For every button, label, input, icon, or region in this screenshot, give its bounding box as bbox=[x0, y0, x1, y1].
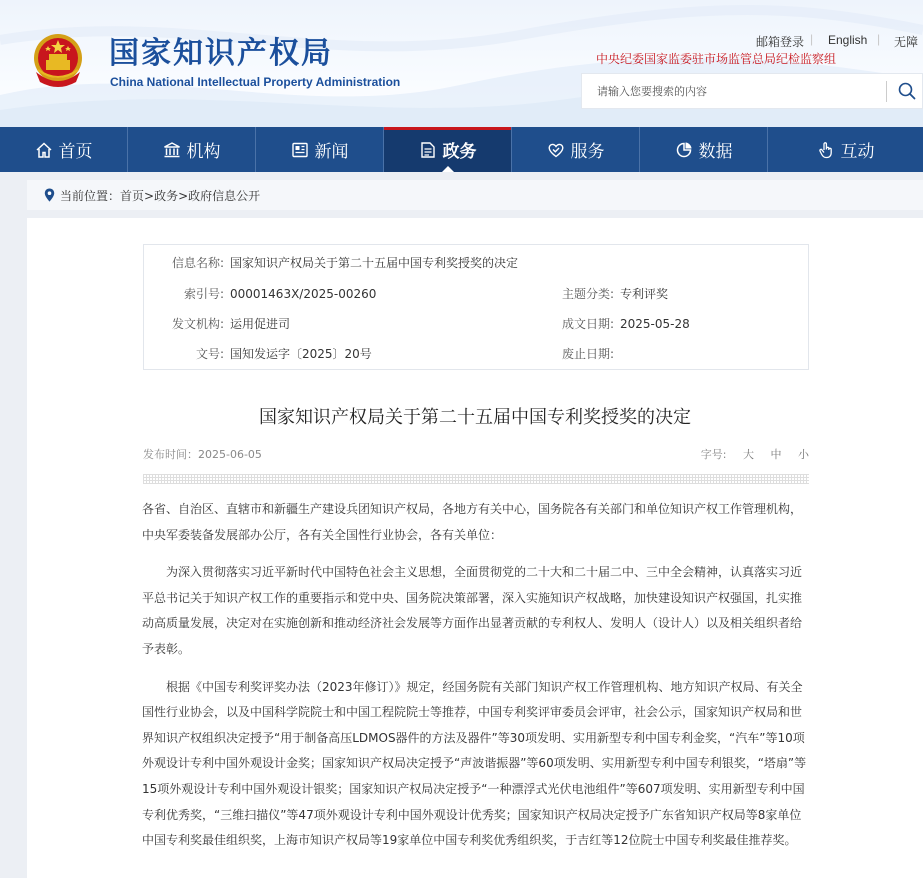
breadcrumb-path[interactable]: 首页>政务>政府信息公开 bbox=[120, 188, 261, 203]
nav-item-home[interactable] bbox=[0, 127, 128, 172]
nav-label: 政务 bbox=[442, 142, 477, 162]
search-input[interactable] bbox=[582, 74, 882, 108]
national-emblem-icon bbox=[30, 32, 86, 90]
home-icon bbox=[35, 141, 53, 159]
article-meta bbox=[143, 445, 809, 465]
info-org-label: 发文机构: bbox=[171, 317, 224, 331]
info-docno-label: 文号: bbox=[195, 347, 224, 361]
search-divider bbox=[886, 81, 887, 102]
article-container bbox=[27, 218, 923, 878]
mail-login-link[interactable]: 邮箱登录 bbox=[756, 35, 805, 49]
article-title: 国家知识产权局关于第二十五届中国专利奖授奖的决定 bbox=[259, 407, 691, 428]
info-date-value: 2025-05-28 bbox=[620, 317, 690, 331]
info-row-name bbox=[144, 253, 810, 273]
pie-chart-icon bbox=[675, 141, 693, 159]
search-button[interactable] bbox=[890, 74, 923, 108]
accessibility-link[interactable]: 无障 bbox=[894, 35, 919, 49]
info-index-label: 索引号: bbox=[183, 287, 224, 301]
nav-label: 机构 bbox=[186, 142, 221, 162]
nav-item-news[interactable] bbox=[256, 127, 384, 172]
link-divider: | bbox=[877, 32, 881, 46]
article-body bbox=[142, 497, 808, 866]
government-affairs-icon bbox=[419, 141, 437, 159]
nav-label: 首页 bbox=[58, 142, 93, 162]
info-org-value: 运用促进司 bbox=[230, 317, 291, 331]
discipline-inspection-link[interactable]: 中央纪委国家监委驻市场监管总局纪检监察组 bbox=[596, 52, 837, 66]
info-row-org bbox=[144, 314, 810, 334]
news-icon bbox=[291, 141, 309, 159]
font-size-label: 字号: bbox=[700, 448, 727, 461]
info-topic-value: 专利评奖 bbox=[620, 287, 669, 301]
hand-pointer-icon bbox=[817, 141, 835, 159]
publish-date: 2025-06-05 bbox=[198, 448, 262, 461]
info-row-docno bbox=[144, 344, 810, 364]
search-icon bbox=[898, 82, 916, 100]
site-logo-english[interactable]: China National Intellectual Property Administration bbox=[110, 75, 401, 89]
info-date-label: 成文日期: bbox=[561, 317, 614, 331]
nav-label: 服务 bbox=[570, 142, 605, 162]
breadcrumb-label: 当前位置： bbox=[60, 188, 121, 203]
nav-label: 新闻 bbox=[314, 142, 349, 162]
font-size-switcher bbox=[701, 445, 809, 465]
main-nav bbox=[0, 127, 923, 172]
info-row-index bbox=[144, 284, 810, 304]
info-topic-label: 主题分类: bbox=[561, 287, 614, 301]
font-size-large[interactable]: 大 bbox=[743, 448, 754, 461]
nav-item-interaction[interactable] bbox=[768, 127, 923, 172]
article-paragraph: 根据《中国专利奖评奖办法（2023年修订）》规定，经国务院有关部门知识产权工作管理机构、地方知识产权局、有关全国性行业协会，以及中国科学院院士和中国工程院院士等推荐，中国专利奖评审委员会评审，社会公示，国家知识产权局和世界知识产权组织决定授予“用于制备高压LDMOS器件的方法及器件”等30项发明、实用新型专利中国专利金奖，“汽车”等10项外观设计专利中国外观设计金奖；国家知识产权局决定授予“声波谐振器”等60项发明、实用新型专利中国专利银奖，“塔扇”等15项外观设计专利中国外观设计银奖；国家知识产权局决定授予“一种漂浮式光伏电池组件”等607项发明、实用新型专利中国专利优秀奖，“三维扫描仪”等47项外观设计专利中国外观设计优秀奖；国家知识产权局决定授予广东省知识产权局等8家单位中国专利奖最佳组织奖，上海市知识产权局等19家单位中国专利奖优秀组织奖，于吉红等12位院士中国专利奖最佳推荐奖。 bbox=[142, 679, 807, 848]
info-docno-value: 国知发运字〔2025〕20号 bbox=[230, 347, 372, 361]
nav-label: 数据 bbox=[698, 142, 733, 162]
article-paragraph: 各省、自治区、直辖市和新疆生产建设兵团知识产权局，各地方有关中心，国务院各有关部门和单位知识产权工作管理机构，中央军委装备发展部办公厅，各有关全国性行业协会，各有关单位： bbox=[142, 502, 803, 542]
publish-time bbox=[143, 445, 262, 465]
site-logo-chinese[interactable]: 国家知识产权局 bbox=[109, 36, 333, 71]
service-heart-icon bbox=[547, 141, 565, 159]
info-index-value: 00001463X/2025-00260 bbox=[230, 287, 377, 301]
nav-item-institution[interactable] bbox=[128, 127, 256, 172]
location-pin-icon bbox=[44, 188, 55, 202]
english-link[interactable]: English bbox=[828, 33, 868, 47]
nav-item-service[interactable] bbox=[512, 127, 640, 172]
publish-label: 发布时间： bbox=[143, 448, 198, 461]
article-paragraph: 为深入贯彻落实习近平新时代中国特色社会主义思想，全面贯彻党的二十大和二十届二中、三中全会精神，认真落实习近平总书记关于知识产权工作的重要指示和党中央、国务院决策部署，深入实施知识产权战略，加快建设知识产权强国，扎实推动高质量发展，决定对在实施创新和推动经济社会发展等方面作出显著贡献的专利权人、发明人（设计人）以及相关组织者给予表彰。 bbox=[142, 565, 803, 656]
breadcrumb bbox=[27, 180, 923, 210]
search-box bbox=[581, 73, 923, 109]
institution-icon bbox=[163, 141, 181, 159]
nav-item-government-affairs[interactable] bbox=[384, 127, 512, 172]
info-name-label: 信息名称: bbox=[171, 256, 224, 270]
dotted-divider bbox=[143, 474, 809, 484]
site-header bbox=[0, 0, 923, 127]
font-size-small[interactable]: 小 bbox=[798, 448, 809, 461]
nav-item-data[interactable] bbox=[640, 127, 768, 172]
info-void-label: 废止日期: bbox=[561, 347, 614, 361]
info-name-value: 国家知识产权局关于第二十五届中国专利奖授奖的决定 bbox=[230, 256, 519, 270]
info-metadata-table bbox=[143, 244, 809, 370]
font-size-medium[interactable]: 中 bbox=[770, 448, 782, 461]
link-divider: | bbox=[810, 32, 814, 46]
nav-label: 互动 bbox=[840, 142, 875, 162]
